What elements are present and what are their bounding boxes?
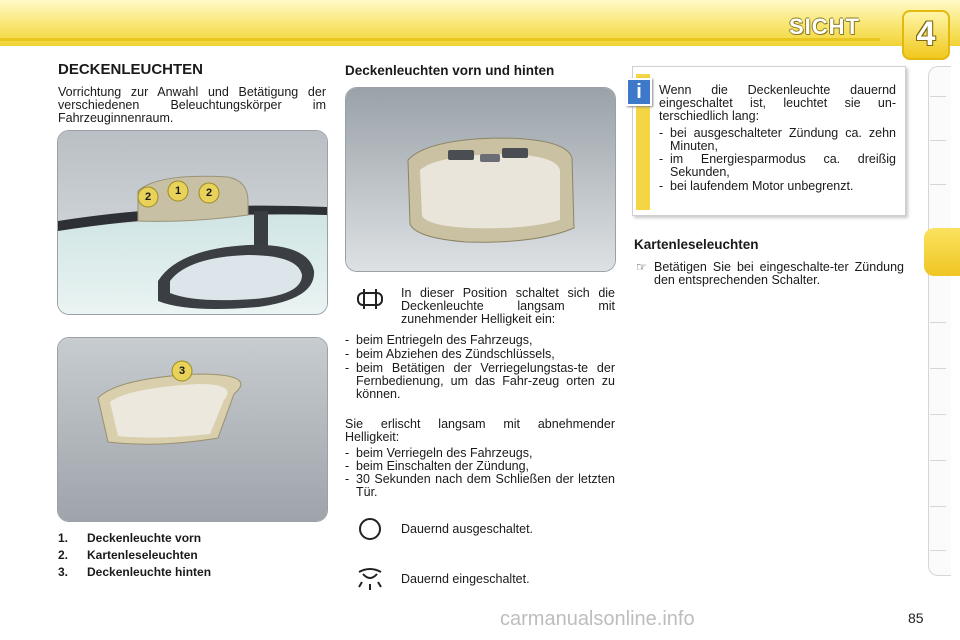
active-chapter-tab[interactable] (924, 228, 960, 276)
list-item-text: beim Verriegeln des Fahrzeugs, (356, 446, 533, 460)
list-item-text: beim Entriegeln des Fahrzeugs, (356, 333, 533, 347)
list-item: - beim Entriegeln des Fahrzeugs, (345, 334, 615, 348)
chapter-title: SICHT (789, 14, 860, 39)
map-light-instruction: Betätigen Sie bei eingeschalte-ter Zündung den entsprechenden Schalter. (654, 260, 904, 287)
lamp-on-icon (354, 564, 386, 592)
door-mode-switch-icon (355, 286, 385, 312)
callout-number: 2 (205, 187, 213, 199)
legend-number: 3. (58, 565, 69, 579)
off-position-icon (357, 516, 383, 547)
ceiling-light-closeup-illustration (346, 88, 615, 271)
legend-number: 1. (58, 531, 69, 545)
list-item: - beim Betätigen der Verriegelungstas-te der Fernbedienung, um das Fahr-zeug orten zu können. (345, 361, 615, 401)
info-list-text: bei laufendem Motor unbegrenzt. (670, 179, 854, 193)
list-item-text: beim Abziehen des Zündschlüssels, (356, 347, 555, 361)
rail-divider (930, 506, 946, 507)
front-ceiling-illustration (58, 131, 327, 314)
info-list-item: - bei laufendem Motor unbegrenzt. (659, 180, 896, 194)
ceiling-light-closeup-photo (345, 87, 616, 272)
chapter-number: 4 (916, 15, 936, 53)
off-intro-text: Sie erlischt langsam mit abnehmender Helligkeit: (345, 417, 615, 444)
list-item: - 30 Sekunden nach dem Schließen der letzten Tür. (345, 472, 615, 499)
pointing-hand-icon: ☞ (636, 260, 647, 274)
callout-number: 1 (174, 185, 182, 197)
on-position-icon (354, 564, 386, 597)
rail-divider (930, 96, 946, 97)
chapter-tab-rail (928, 66, 951, 576)
door-position-icon (355, 286, 385, 317)
subsection-heading: Deckenleuchten vorn und hinten (345, 63, 555, 78)
legend-number: 2. (58, 548, 69, 562)
watermark: carmanualsonline.info (500, 608, 695, 630)
legend-item (58, 565, 318, 579)
info-list-text: im Energiesparmodus ca. dreißig Sekunden, (670, 152, 896, 179)
rail-divider (930, 460, 946, 461)
info-list-text: bei ausgeschalteter Zündung ca. zehn Minuten, (670, 126, 896, 153)
rail-divider (930, 140, 946, 141)
intro-text: Vorrichtung zur Anwahl und Betätigung der verschiedenen Beleuchtungskörper im Fahrzeuginnenraum. (58, 85, 326, 125)
always-off-text: Dauernd ausgeschaltet. (401, 522, 534, 536)
rail-divider (930, 550, 946, 551)
page-number: 85 (908, 610, 924, 626)
header-divider (0, 38, 880, 41)
always-on-text: Dauernd eingeschaltet. (401, 572, 530, 586)
list-item: - beim Einschalten der Zündung, (345, 460, 615, 474)
legend-text: Deckenleuchte hinten (87, 565, 212, 579)
door-position-text: In dieser Position schaltet sich die Deckenleuchte langsam mit zunehmender Helligkeit ein: (401, 286, 615, 326)
list-item: - beim Abziehen des Zündschlüssels, (345, 348, 615, 362)
rail-divider (930, 368, 946, 369)
list-item: - beim Verriegeln des Fahrzeugs, (345, 447, 615, 461)
list-item-text: beim Einschalten der Zündung, (356, 459, 530, 473)
info-list-item: - im Energiesparmodus ca. dreißig Sekunden, (659, 152, 896, 179)
rail-divider (930, 322, 946, 323)
rail-divider (930, 184, 946, 185)
legend-item (58, 548, 318, 562)
rail-divider (930, 414, 946, 415)
info-list-item: - bei ausgeschalteter Zündung ca. zehn Minuten, (659, 126, 896, 153)
list-item-text: beim Betätigen der Verriegelungstas-te der Fernbedienung, um das Fahr-zeug orten zu können. (356, 361, 615, 401)
front-ceiling-photo (57, 130, 328, 315)
info-intro-text: Wenn die Deckenleuchte dauernd eingeschaltet ist, leuchtet sie un-terschiedlich lang: (659, 83, 896, 123)
legend-text: Deckenleuchte vorn (87, 531, 202, 545)
subsection-heading: Kartenleseleuchten (634, 237, 759, 252)
callout-number: 3 (178, 365, 186, 377)
circle-off-icon (357, 516, 383, 542)
list-item-text: 30 Sekunden nach dem Schließen der letzten Tür. (356, 472, 615, 499)
info-icon: i (626, 78, 652, 106)
legend-text: Kartenleseleuchten (87, 548, 198, 562)
section-heading: DECKENLEUCHTEN (58, 61, 204, 78)
legend-item (58, 531, 318, 545)
callout-number: 2 (144, 191, 152, 203)
